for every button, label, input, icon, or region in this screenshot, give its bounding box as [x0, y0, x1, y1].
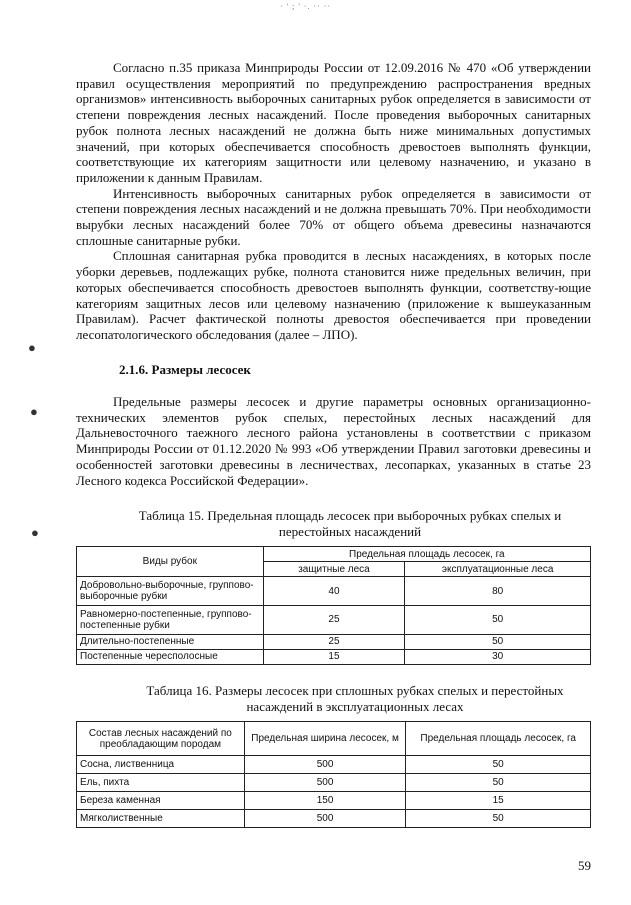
section-text-block: [76, 394, 591, 488]
column-header: Виды рубок: [77, 547, 264, 577]
scan-dot: ●: [30, 404, 38, 419]
table-caption: Таблица 16. Размеры лесосек при сплошных рубках спелых и перестойных насаждений в эксплуатационных лесах: [146, 683, 564, 714]
scan-dot: ●: [28, 340, 36, 355]
scan-dot: ●: [31, 525, 39, 540]
table-cell: 500: [244, 756, 406, 774]
table-cell: 25: [263, 634, 405, 649]
table-row: [77, 774, 591, 792]
table-cell: Береза каменная: [77, 792, 245, 810]
table-cell: Постепенные чересполосные: [77, 649, 264, 664]
table-row: [77, 605, 591, 634]
table-cell: Мягколиственные: [77, 810, 245, 828]
table-row: [77, 810, 591, 828]
table-cell: 30: [405, 649, 591, 664]
column-header: эксплуатационные леса: [405, 562, 591, 577]
table-cell: 50: [405, 605, 591, 634]
paragraph: Интенсивность выборочных санитарных рубок определяется в зависимости от степени повреждения лесных насаждений и не должна превышать 70%. При необходимости вырубки лесных насаждений более 70% от общего объема древесины назначаются сплошные санитарные рубки.: [76, 185, 591, 248]
table-row: [77, 792, 591, 810]
table-cell: Добровольно-выборочные, группово-выборочные рубки: [77, 577, 264, 606]
column-header: Предельная площадь лесосек, га: [406, 722, 591, 756]
table-cell: Равномерно-постепенные, группово-постепенные рубки: [77, 605, 264, 634]
table-cell: 15: [263, 649, 405, 664]
table-cell: 15: [406, 792, 591, 810]
table-cell: 50: [406, 756, 591, 774]
table-cell: 500: [244, 774, 406, 792]
paragraph: Согласно п.35 приказа Минприроды России от 12.09.2016 № 470 «Об утверждении правил осуществления мероприятий по предупреждению распространения вредных организмов» интенсивность выборочных санитарных рубок определяется в зависимости от степени повреждения лесных насаждений. После проведения выборочных санитарных рубок полнота лесных насаждений не должна быть ниже минимальных допустимых значений, при которых обеспечивается способность древостоев выполнять функции, соответствующие их категориям защитности или целевому назначению, и указано в приложении к данным Правилам.: [76, 60, 591, 185]
table-cell: 50: [406, 810, 591, 828]
column-header: защитные леса: [263, 562, 405, 577]
table-cell: Ель, пихта: [77, 774, 245, 792]
intro-text-block: [76, 60, 591, 343]
section-heading: 2.1.6. Размеры лесосек: [119, 362, 251, 377]
table-caption: Таблица 15. Предельная площадь лесосек при выборочных рубках спелых и перестойных насаждений: [138, 508, 562, 539]
table-16: [76, 721, 591, 828]
paragraph: Сплошная санитарная рубка проводится в лесных насаждениях, в которых после уборки деревьев, подлежащих рубке, полнота становится ниже предельных величин, при которых обеспечивается способность древостоев выполнять функции, соответству-ющие категориям защитных лесов или целевому назначению (приложение к вышеуказанным Правилам). Расчет фактической полноты древостоя обеспечивается при проведении лесопатологического обследования (далее – ЛПО).: [76, 248, 591, 342]
table-row: [77, 756, 591, 774]
page-number: 59: [578, 858, 591, 873]
table-15: [76, 546, 591, 665]
table-cell: Длительно-постепенные: [77, 634, 264, 649]
scan-mark: · ' ; ' ·. ·· ··: [280, 2, 332, 11]
table-cell: Сосна, лиственница: [77, 756, 245, 774]
column-header: Состав лесных насаждений по преобладающим породам: [77, 722, 245, 756]
table-cell: 40: [263, 577, 405, 606]
column-header: Предельная ширина лесосек, м: [244, 722, 406, 756]
table-cell: 25: [263, 605, 405, 634]
table-row: [77, 649, 591, 664]
table-cell: 50: [406, 774, 591, 792]
table-cell: 80: [405, 577, 591, 606]
table-row: [77, 634, 591, 649]
paragraph: Предельные размеры лесосек и другие параметры основных организационно-технических элементов рубок спелых, перестойных лесных насаждений для Дальневосточного таежного лесного района установлены в соответствии с приказом Минприроды России от 01.12.2020 № 993 «Об утверждении Правил заготовки древесины и особенностей заготовки древесины в лесничествах, лесопарках, указанных в статье 23 Лесного кодекса Российской Федерации».: [76, 394, 591, 488]
table-row: [77, 577, 591, 606]
column-header: Предельная площадь лесосек, га: [263, 547, 590, 562]
table-cell: 150: [244, 792, 406, 810]
table-cell: 50: [405, 634, 591, 649]
table-cell: 500: [244, 810, 406, 828]
